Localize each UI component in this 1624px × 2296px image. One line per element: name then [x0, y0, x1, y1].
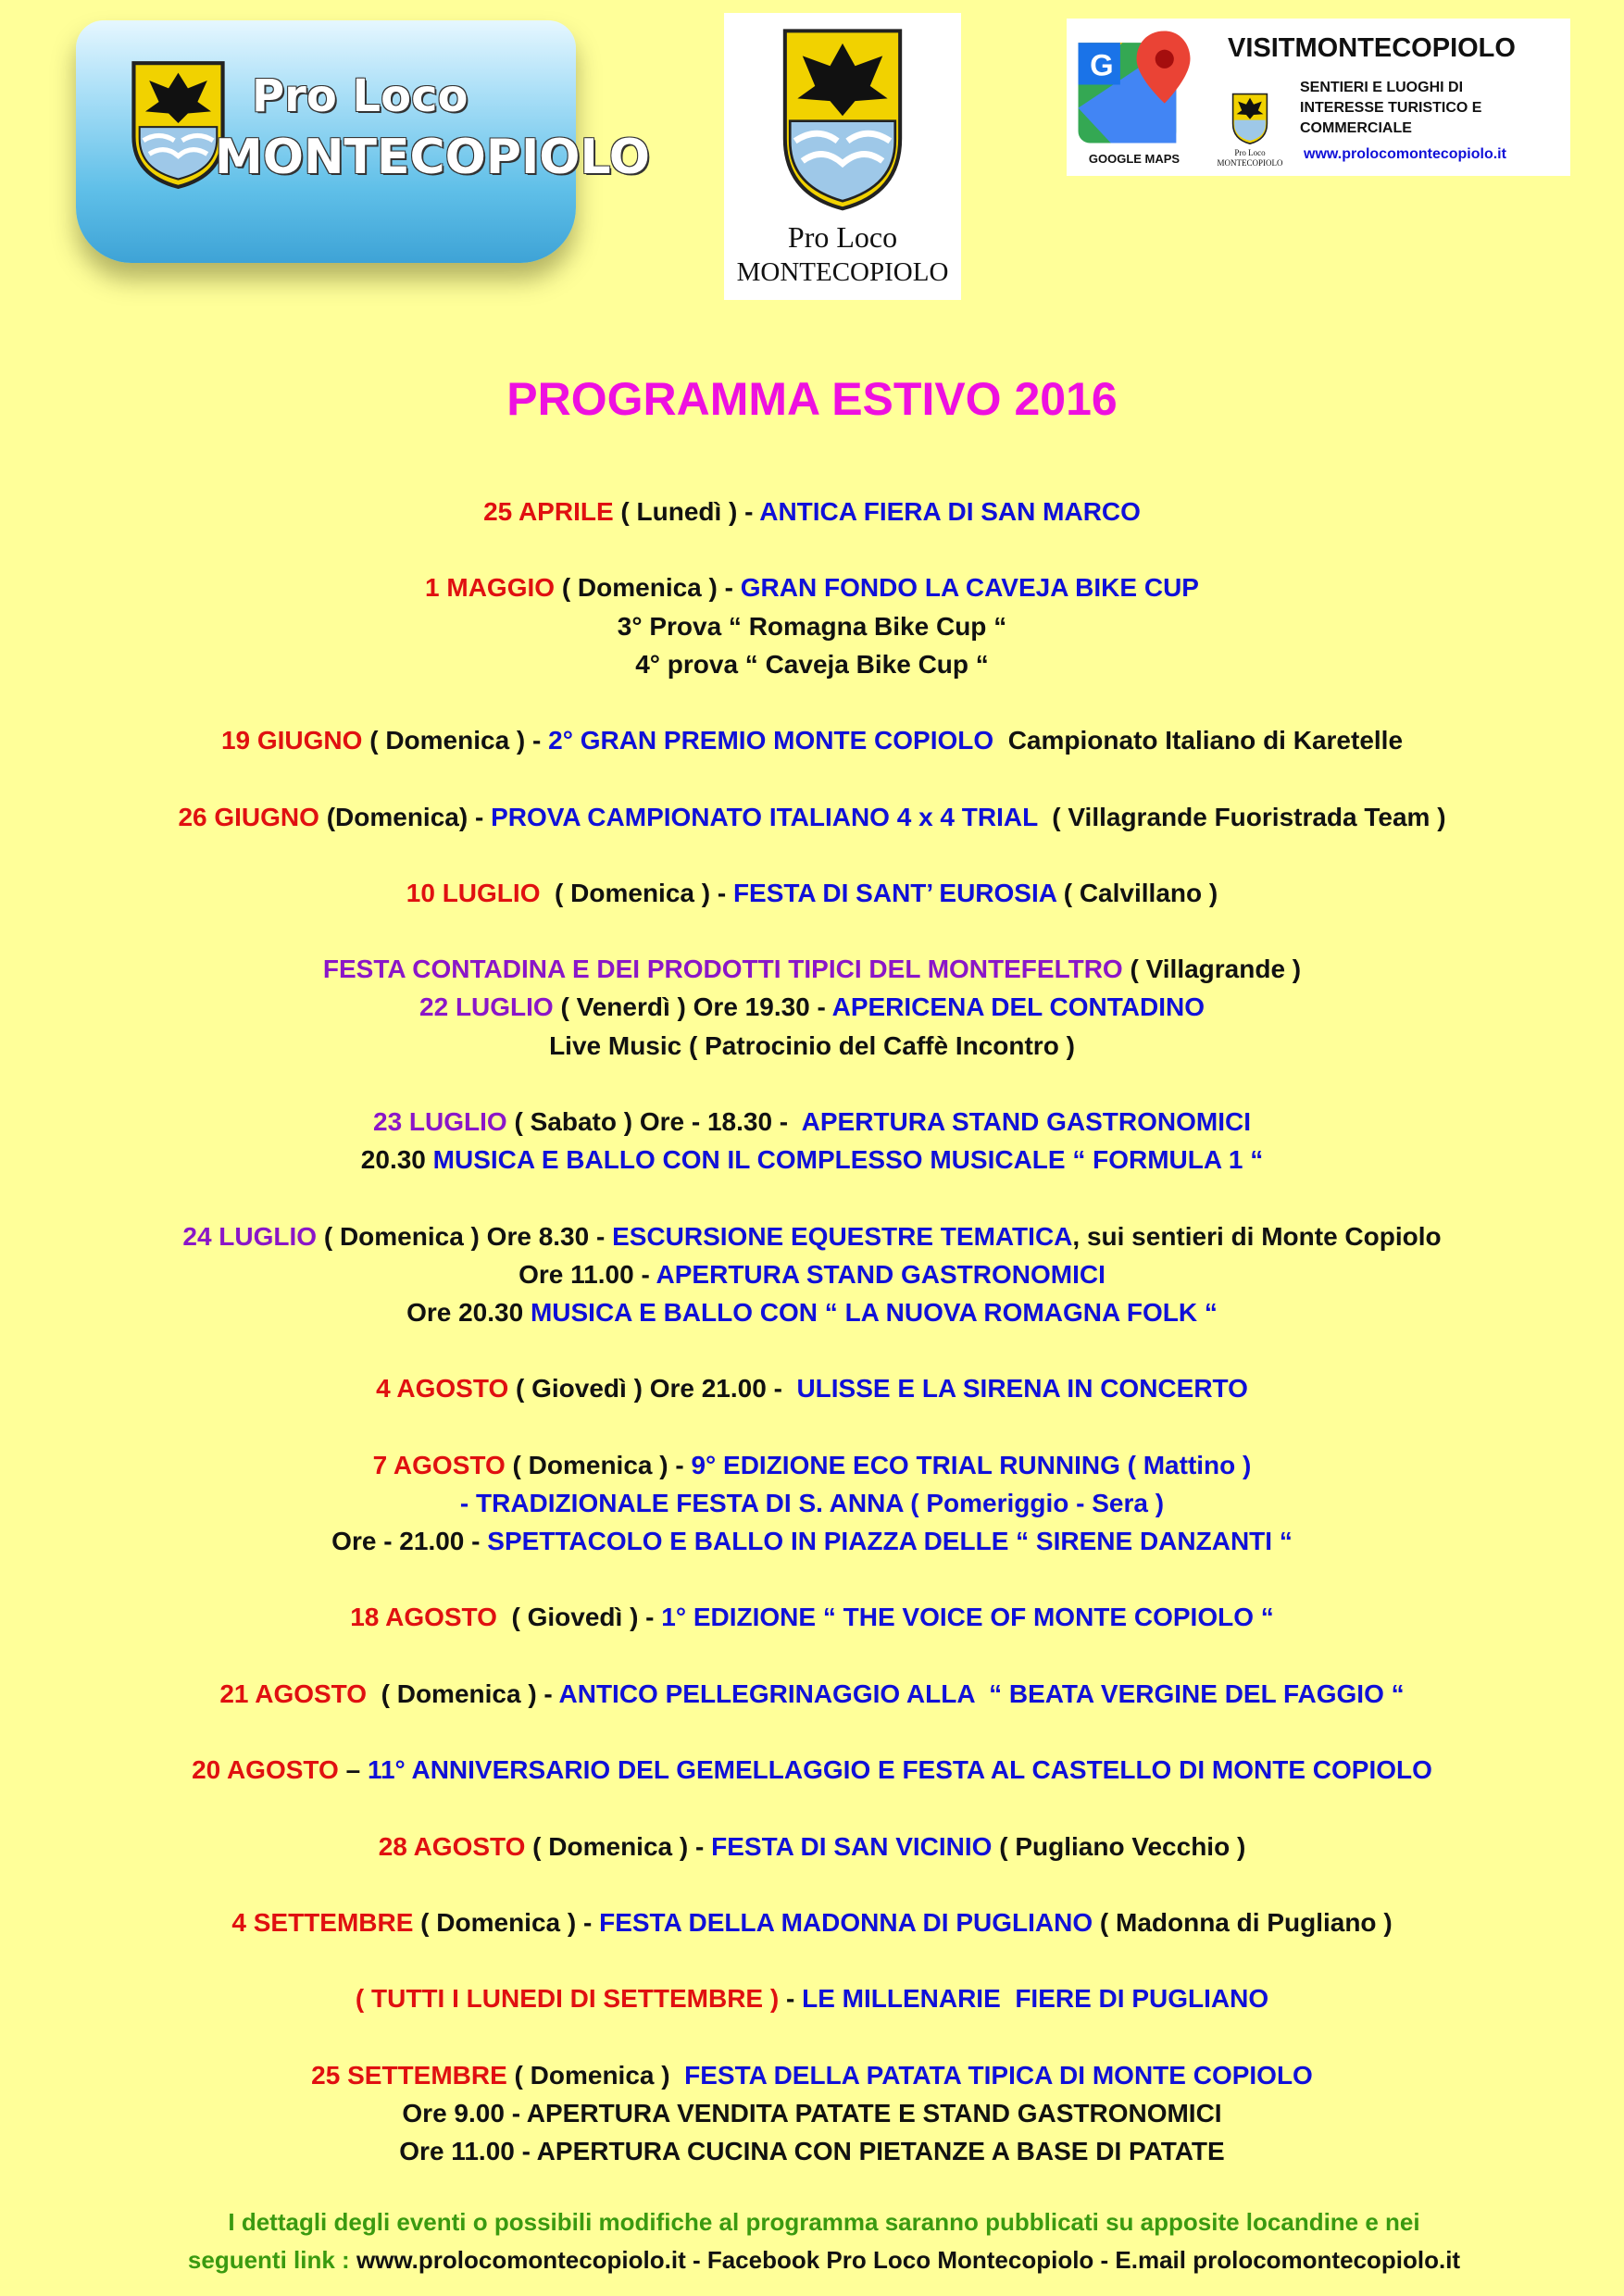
event-info: ( Domenica )	[506, 2060, 685, 2090]
event-spacer	[0, 759, 1624, 797]
event-info: 4° prova “ Caveja Bike Cup “	[635, 649, 989, 679]
event-title: FESTA DI SAN VICINIO	[711, 1831, 993, 1861]
event-detail-line	[0, 1293, 1624, 1331]
event-spacer	[0, 1179, 1624, 1217]
event-title: 2° GRAN PREMIO MONTE COPIOLO	[548, 726, 994, 755]
event-line	[0, 1903, 1624, 1941]
event-detail-line	[0, 645, 1624, 683]
event-date: 18 AGOSTO	[350, 1603, 497, 1632]
event-line	[0, 1446, 1624, 1484]
event-info: ( Domenica ) -	[413, 1907, 600, 1937]
event-line	[0, 1675, 1624, 1713]
event-title: FESTA DELLA PATATA TIPICA DI MONTE COPIOLO	[684, 2060, 1313, 2090]
event-date: FESTA CONTADINA E DEI PRODOTTI TIPICI DEL MONTEFELTRO	[322, 955, 1123, 984]
event-title: ULISSE E LA SIRENA IN CONCERTO	[796, 1374, 1248, 1404]
event-date: 25 SETTEMBRE	[311, 2060, 507, 2090]
pro-loco-logo-center	[724, 13, 961, 300]
event-info: (Domenica) -	[319, 802, 492, 831]
event-title: APERTURA STAND GASTRONOMICI	[801, 1107, 1251, 1136]
banner-subtitle-2: INTERESSE TURISTICO E	[1300, 100, 1482, 116]
event-info: ( Domenica ) -	[540, 878, 733, 907]
event-date: 22 LUGLIO	[419, 992, 554, 1022]
event-info: Ore 9.00 - APERTURA VENDITA PATATE E STAND GASTRONOMICI	[402, 2098, 1222, 2128]
event-info: ( Lunedì ) -	[613, 497, 760, 526]
event-line	[0, 1217, 1624, 1255]
event-date: 28 AGOSTO	[378, 1831, 526, 1861]
event-date: 20 AGOSTO	[192, 1755, 339, 1785]
event-line	[0, 950, 1624, 988]
event-info: ( Giovedì ) -	[496, 1603, 662, 1632]
event-date: 21 AGOSTO	[219, 1678, 368, 1708]
event-detail-line	[0, 1027, 1624, 1065]
visitmontecopiolo-banner	[1067, 19, 1570, 176]
banner-subtitle-3: COMMERCIALE	[1300, 120, 1412, 136]
event-line	[0, 1751, 1624, 1789]
event-detail-line	[0, 1484, 1624, 1522]
event-line	[0, 1103, 1624, 1141]
event-info: ( Domenica ) -	[555, 573, 741, 603]
event-line	[0, 1979, 1624, 2017]
event-title: LE MILLENARIE FIERE DI PUGLIANO	[802, 1984, 1269, 2014]
banner-subtitle	[1300, 78, 1481, 139]
event-info: ( Villagrande )	[1122, 955, 1302, 984]
event-info: ( Venerdì ) Ore 19.30 -	[553, 992, 832, 1022]
event-line	[0, 568, 1624, 606]
event-line	[0, 721, 1624, 759]
event-spacer	[0, 912, 1624, 950]
coat-of-arms-icon	[780, 26, 906, 211]
maps-label: GOOGLE MAPS	[1088, 152, 1181, 166]
event-info: ( Calvillano )	[1056, 878, 1218, 907]
footer-note	[56, 2203, 1593, 2279]
mini-logo-line-2: MONTECOPIOLO	[1217, 158, 1283, 168]
event-info: ( Domenica ) -	[362, 726, 549, 755]
footer-links[interactable]: www.prolocomontecopiolo.it - Facebook Pro Loco Montecopiolo - E.mail prolocomontecopiolo.it	[356, 2246, 1461, 2274]
event-spacer	[0, 1941, 1624, 1979]
event-info: Ore 11.00 - APERTURA CUCINA CON PIETANZE A BASE DI PATATE	[399, 2137, 1225, 2166]
banner-url[interactable]: www.prolocomontecopiolo.it	[1304, 146, 1506, 162]
event-info: ( Domenica ) -	[505, 1450, 692, 1479]
event-title: PROVA CAMPIONATO ITALIANO 4 x 4 TRIAL	[491, 802, 1038, 831]
event-spacer	[0, 1789, 1624, 1827]
event-info: ( Madonna di Pugliano )	[1093, 1907, 1393, 1937]
event-detail-line	[0, 1255, 1624, 1293]
pro-loco-logo-left	[76, 20, 650, 263]
event-title: GRAN FONDO LA CAVEJA BIKE CUP	[740, 573, 1199, 603]
event-info: ( Pugliano Vecchio )	[992, 1831, 1246, 1861]
event-detail-line	[0, 2132, 1624, 2170]
event-line	[0, 1598, 1624, 1636]
page-title: PROGRAMMA ESTIVO 2016	[506, 373, 1118, 425]
event-info: Live Music ( Patrocinio del Caffè Incontro )	[549, 1030, 1075, 1060]
event-line	[0, 493, 1624, 530]
event-date: 26 GIUGNO	[178, 802, 319, 831]
event-title: - TRADIZIONALE FESTA DI S. ANNA ( Pomeriggio - Sera )	[459, 1488, 1165, 1517]
event-spacer	[0, 1065, 1624, 1103]
event-spacer	[0, 1408, 1624, 1446]
event-spacer	[0, 1331, 1624, 1369]
event-date: 24 LUGLIO	[182, 1221, 318, 1251]
event-spacer	[0, 1866, 1624, 1903]
event-date: 19 GIUGNO	[220, 726, 363, 755]
event-detail-line	[0, 607, 1624, 645]
event-spacer	[0, 1637, 1624, 1675]
event-line	[0, 2056, 1624, 2094]
event-date: 25 APRILE	[483, 497, 614, 526]
event-info: Campionato Italiano di Karetelle	[993, 726, 1404, 755]
event-line	[0, 874, 1624, 912]
event-spacer	[0, 836, 1624, 874]
coat-of-arms-icon	[130, 59, 227, 189]
event-title: 11° ANNIVERSARIO DEL GEMELLAGGIO E FESTA AL CASTELLO DI MONTE COPIOLO	[367, 1755, 1432, 1785]
event-info: , sui sentieri di Monte Copiolo	[1072, 1221, 1442, 1251]
svg-text:G: G	[1090, 47, 1114, 82]
event-info: ( Domenica ) Ore 8.30 -	[317, 1221, 613, 1251]
event-title: ANTICO PELLEGRINAGGIO ALLA “ BEATA VERGINE DEL FAGGIO “	[558, 1678, 1405, 1708]
event-info: ( Domenica ) -	[367, 1678, 559, 1708]
event-title: FESTA DELLA MADONNA DI PUGLIANO	[599, 1907, 1093, 1937]
event-title: 1° EDIZIONE “ THE VOICE OF MONTE COPIOLO “	[661, 1603, 1274, 1632]
banner-subtitle-1: SENTIERI E LUOGHI DI	[1300, 80, 1464, 95]
event-info: ( Sabato ) Ore - 18.30 -	[506, 1107, 802, 1136]
event-title: APERICENA DEL CONTADINO	[831, 992, 1205, 1022]
event-info: 3° Prova “ Romagna Bike Cup “	[617, 611, 1007, 641]
google-maps-icon	[1076, 26, 1193, 148]
event-info: ( Domenica ) -	[525, 1831, 712, 1861]
event-spacer	[0, 1713, 1624, 1751]
event-info: Ore - 21.00 -	[331, 1527, 488, 1556]
event-detail-line	[0, 2094, 1624, 2132]
event-date: 4 AGOSTO	[376, 1374, 509, 1404]
event-date: 1 MAGGIO	[425, 573, 556, 603]
event-info: ( Giovedì ) Ore 21.00 -	[508, 1374, 797, 1404]
logo-line-1: Pro Loco	[787, 220, 898, 254]
coat-of-arms-icon	[1231, 93, 1268, 144]
event-title: 9° EDIZIONE ECO TRIAL RUNNING ( Mattino )	[691, 1450, 1252, 1479]
event-info: Ore 20.30	[406, 1297, 531, 1327]
logo-line-2: MONTECOPIOLO	[736, 257, 949, 287]
logo-line-2: MONTECOPIOLO	[215, 130, 650, 185]
event-detail-line	[0, 988, 1624, 1026]
event-date: ( TUTTI I LUNEDI DI SETTEMBRE )	[355, 1984, 780, 2014]
event-date: 7 AGOSTO	[372, 1450, 506, 1479]
event-title: MUSICA E BALLO CON “ LA NUOVA ROMAGNA FOLK “	[530, 1297, 1218, 1327]
event-title: FESTA DI SANT’ EUROSIA	[732, 878, 1056, 907]
banner-title: VISITMONTECOPIOLO	[1228, 33, 1516, 63]
event-spacer	[0, 1560, 1624, 1598]
event-line	[0, 798, 1624, 836]
event-detail-line	[0, 1522, 1624, 1560]
event-line	[0, 1369, 1624, 1407]
event-title: APERTURA STAND GASTRONOMICI	[656, 1259, 1106, 1289]
event-line	[0, 1828, 1624, 1866]
event-date: 10 LUGLIO	[406, 878, 541, 907]
event-program	[0, 493, 1624, 2170]
footer-line-2	[56, 2241, 1593, 2279]
event-spacer	[0, 530, 1624, 568]
footer-line-1: I dettagli degli eventi o possibili modifiche al programma saranno pubblicati su apposite locandine e nei	[228, 2208, 1420, 2236]
event-title: ESCURSIONE EQUESTRE TEMATICA	[612, 1221, 1073, 1251]
footer-links-label: seguenti link :	[187, 2246, 356, 2274]
event-date: 23 LUGLIO	[373, 1107, 507, 1136]
event-info: -	[779, 1984, 803, 2014]
event-title: MUSICA E BALLO CON IL COMPLESSO MUSICALE “ FORMULA 1 “	[432, 1145, 1264, 1175]
mini-logo-line-1: Pro Loco	[1234, 148, 1266, 157]
event-info: 20.30	[360, 1145, 433, 1175]
logo-line-1: Pro Loco	[252, 70, 468, 122]
event-spacer	[0, 683, 1624, 721]
event-info: Ore 11.00 -	[518, 1259, 656, 1289]
event-title: SPETTACOLO E BALLO IN PIAZZA DELLE “ SIRENE DANZANTI “	[487, 1527, 1293, 1556]
event-spacer	[0, 2018, 1624, 2056]
mini-logo-text	[1213, 148, 1287, 168]
event-info: –	[338, 1755, 368, 1785]
event-info: ( Villagrande Fuoristrada Team )	[1037, 802, 1446, 831]
event-title: ANTICA FIERA DI SAN MARCO	[759, 497, 1141, 526]
event-date: 4 SETTEMBRE	[231, 1907, 414, 1937]
event-detail-line	[0, 1141, 1624, 1179]
